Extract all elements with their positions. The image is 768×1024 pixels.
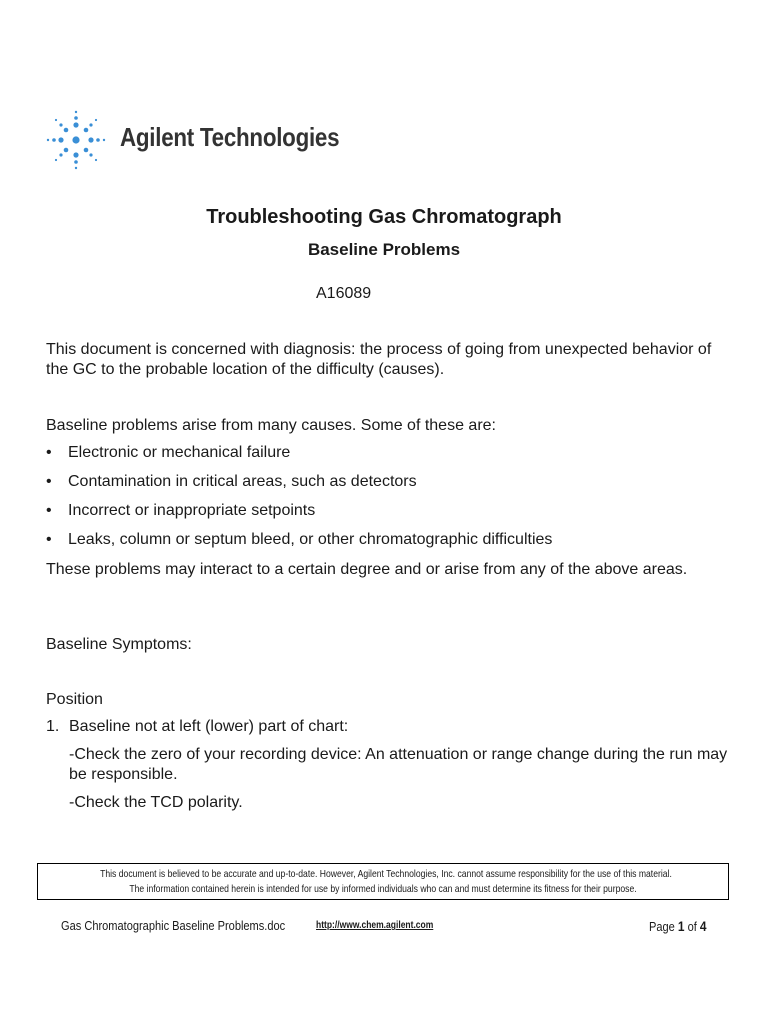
document-subtitle: Baseline Problems <box>307 240 461 259</box>
symptoms-heading: Baseline Symptoms: <box>46 636 192 653</box>
page-of: of <box>687 919 697 934</box>
footer-filename: Gas Chromatographic Baseline Problems.doc <box>61 918 286 933</box>
page-label: Page <box>649 919 675 934</box>
list-item: • Electronic or mechanical failure <box>46 443 726 472</box>
company-logo <box>44 108 374 172</box>
footer-page-number <box>649 918 707 934</box>
causes-intro: Baseline problems arise from many causes. Some of these are: <box>46 417 496 434</box>
disclaimer-line: The information contained herein is intended for use by informed individuals who can and must determine its fitness for their purpose. <box>129 883 637 895</box>
interaction-paragraph: These problems may interact to a certain degree and or arise from any of the above areas. <box>46 561 688 578</box>
logo-wordmark: Agilent Technologies <box>120 122 340 152</box>
page-total: 4 <box>699 918 707 934</box>
check-item: -Check the zero of your recording device: An attenuation or range change during the run may be responsible. <box>69 746 728 783</box>
disclaimer-box <box>37 863 729 900</box>
intro-paragraph: This document is concerned with diagnosis: the process of going from unexpected behavior of the GC to the probable location of the difficulty (causes). <box>46 341 712 378</box>
list-item: • Leaks, column or septum bleed, or other chromatographic difficulties <box>46 530 726 559</box>
document-title: Troubleshooting Gas Chromatograph <box>206 206 562 228</box>
list-item: • Contamination in critical areas, such as detectors <box>46 472 726 501</box>
list-item: • Incorrect or inappropriate setpoints <box>46 501 726 530</box>
position-heading: Position <box>46 691 103 708</box>
agilent-spark-icon <box>44 108 108 172</box>
causes-list <box>46 443 726 559</box>
check-item: -Check the TCD polarity. <box>69 794 243 811</box>
numbered-item-1 <box>46 717 348 737</box>
item-number: 1. <box>46 718 60 735</box>
item-text: Baseline not at left (lower) part of chart: <box>69 718 349 735</box>
footer-url-link[interactable]: http://www.chem.agilent.com <box>316 920 434 931</box>
document-number: A16089 <box>316 285 372 302</box>
page-current: 1 <box>677 918 685 934</box>
disclaimer-line: This document is believed to be accurate and up-to-date. However, Agilent Technologies, Inc. cannot assume responsibility for the use of this material. <box>100 868 672 880</box>
